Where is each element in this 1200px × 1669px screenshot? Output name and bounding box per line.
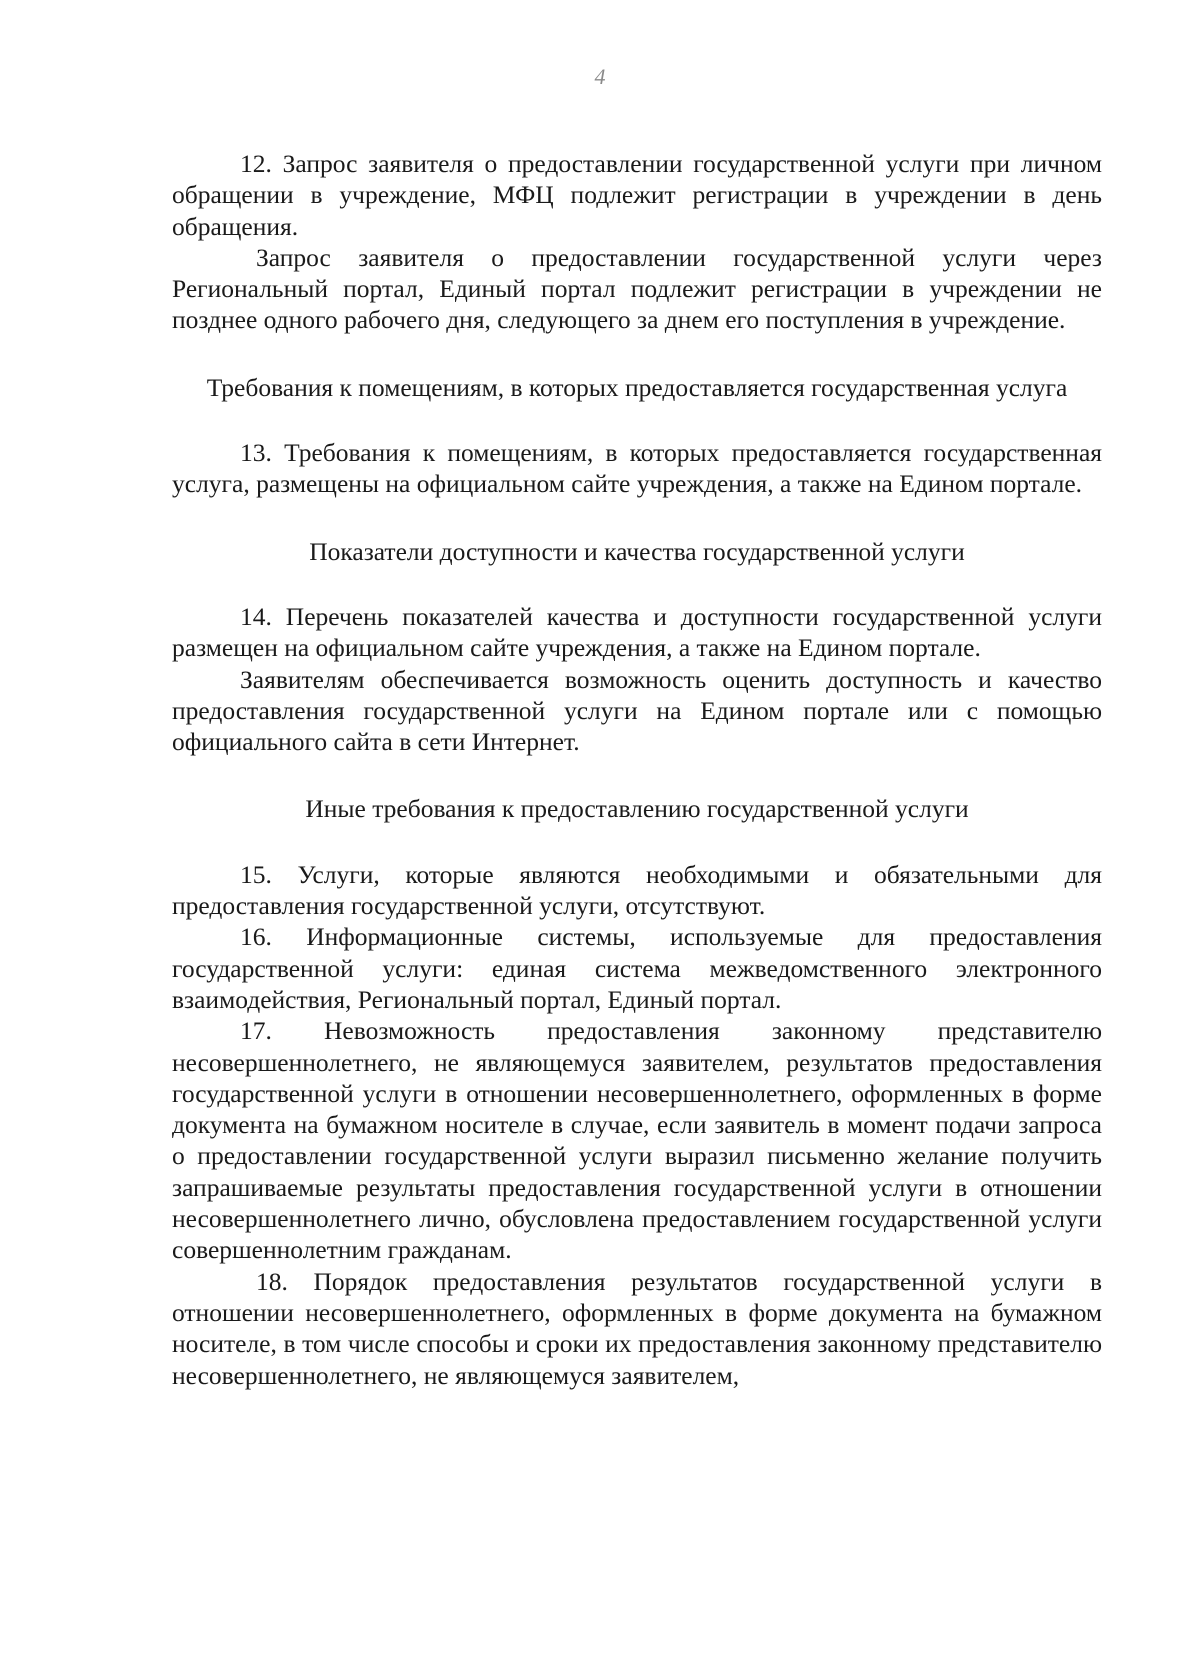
section-heading-accessibility: Показатели доступности и качества государственной услуги xyxy=(309,536,965,566)
section-heading-premises: Требования к помещениям, в которых предоставляется государственная услуга xyxy=(206,372,1068,402)
paragraph-14-continued: Заявителям обеспечивается возможность оценить доступность и качество предоставления государственной услуги на Едином портале или с помощью официального сайта в сети Интернет. xyxy=(172,664,1102,757)
paragraph-17: 17. Невозможность предоставления законному представителю несовершеннолетнего, не являющемуся заявителем, результатов предоставления государственной услуги в отношении несовершеннолетнего, оформленных в форме документа на бумажном носителе в случае, если заявитель в момент подачи запроса о предоставлении государственной услуги выразил письменно желание получить запрашиваемые результаты предоставления государственной услуги в отношении несовершеннолетнего лично, обусловлена предоставлением государственной услуги совершеннолетним гражданам. xyxy=(172,1016,1102,1265)
section-heading-other-requirements: Иные требования к предоставлению государственной услуги xyxy=(305,794,969,824)
paragraph-18: 18. Порядок предоставления результатов государственной услуги в отношении несовершеннолетнего, оформленных в форме документа на бумажном носителе, в том числе способы и сроки их предоставления законному представителю несовершеннолетнего, не являющемуся заявителем, xyxy=(172,1266,1102,1390)
paragraph-14: 14. Перечень показателей качества и доступности государственной услуги размещен на официальном сайте учреждения, а также на Едином портале. xyxy=(172,601,1102,663)
document-body xyxy=(172,148,1102,1391)
paragraph-16: 16. Информационные системы, используемые для предоставления государственной услуги: единая система межведомственного электронного взаимодействия, Региональный портал, Единый портал. xyxy=(172,922,1102,1014)
page-number: 4 xyxy=(594,64,606,89)
paragraph-12-continued: Запрос заявителя о предоставлении государственной услуги через Региональный портал, Единый портал подлежит регистрации в учреждении не позднее одного рабочего дня, следующего за днем его поступления в учреждение. xyxy=(172,242,1102,335)
paragraph-15: 15. Услуги, которые являются необходимыми и обязательными для предоставления государственной услуги, отсутствуют. xyxy=(172,859,1102,921)
paragraph-12: 12. Запрос заявителя о предоставлении государственной услуги при личном обращении в учреждение, МФЦ подлежит регистрации в учреждении в день обращения. xyxy=(172,149,1102,241)
paragraph-13: 13. Требования к помещениям, в которых предоставляется государственная услуга, размещены на официальном сайте учреждения, а также на Едином портале. xyxy=(172,438,1102,499)
